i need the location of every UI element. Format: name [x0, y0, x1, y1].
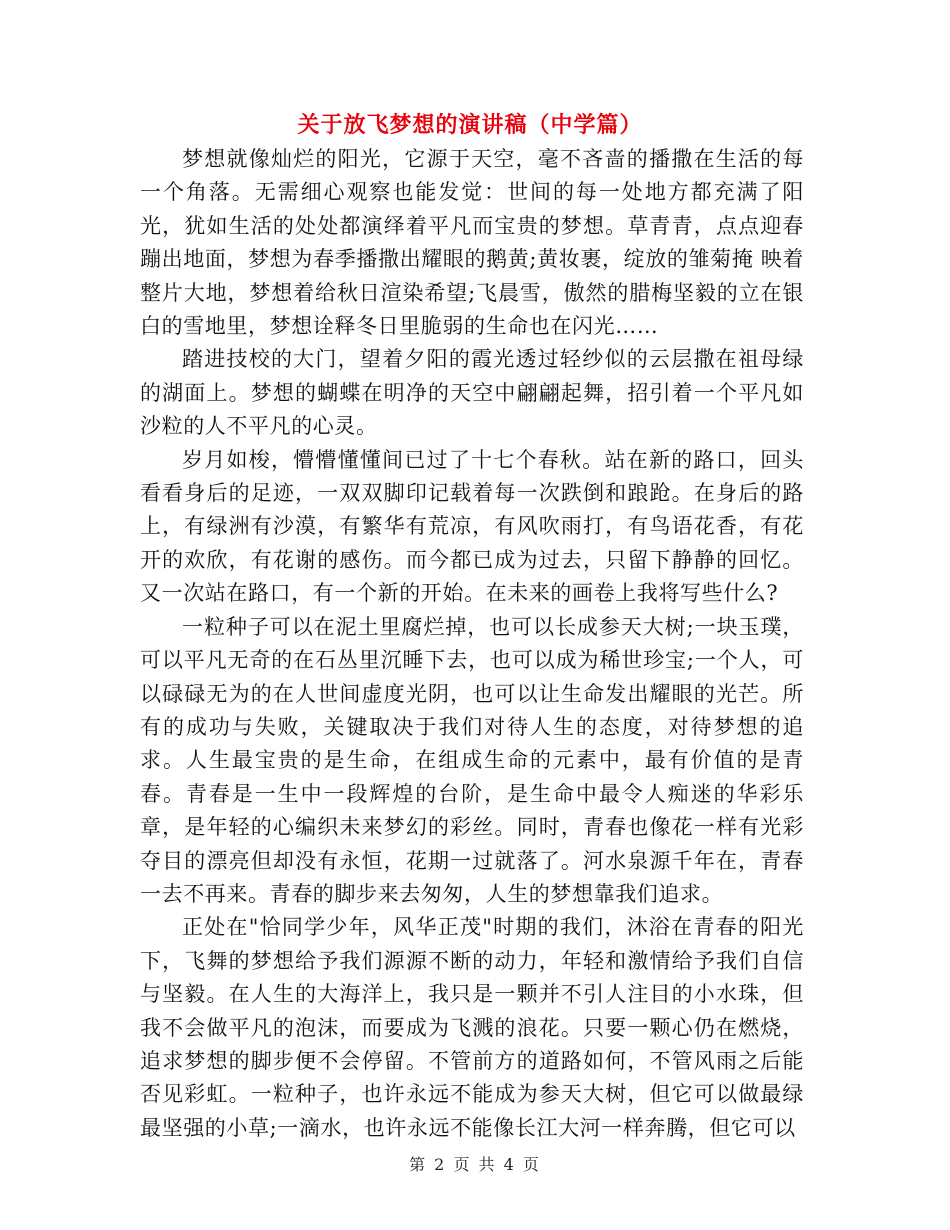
- paragraph-4: 一粒种子可以在泥土里腐烂掉，也可以长成参天大树;一块玉璞，可以平凡无奇的在石丛里沉睡下去，也可以成为稀世珍宝;一个人，可以碌碌无为的在人世间虚度光阴，也可以让生命发出耀眼的光芒。所有的成功与失败，关键取决于我们对待人生的态度，对待梦想的追求。人生最宝贵的是生命，在组成生命的元素中，最有价值的是青春。青春是一生中一段辉煌的台阶，是生命中最令人痴迷的华彩乐章，是年轻的心编织未来梦幻的彩丝。同时，青春也像花一样有光彩夺目的漂亮但却没有永恒，花期一过就落了。河水泉源千年在，青春一去不再来。青春的脚步来去匆匆，人生的梦想靠我们追求。: [140, 614, 804, 906]
- document-title: 关于放飞梦想的演讲稿（中学篇）: [297, 112, 643, 138]
- paragraph-1: 梦想就像灿烂的阳光，它源于天空，毫不吝啬的播撒在生活的每一个角落。无需细心观察也能发觉：世间的每一处地方都充满了阳光，犹如生活的处处都演绎着平凡而宝贵的梦想。草青青，点点迎春蹦出地面，梦想为春季播撒出耀眼的鹅黄;黄妆裹，绽放的雏菊掩 映着整片大地，梦想着给秋日渲染希望;飞晨雪，傲然的腊梅坚毅的立在银白的雪地里，梦想诠释冬日里脆弱的生命也在闪光……: [140, 147, 804, 339]
- paragraph-3: 岁月如梭，懵懵懂懂间已过了十七个春秋。站在新的路口，回头看看身后的足迹，一双双脚印记载着每一次跌倒和踉跄。在身后的路上，有绿洲有沙漠，有繁华有荒凉，有风吹雨打，有鸟语花香，有花开的欢欣，有花谢的感伤。而今都已成为过去，只留下静静的回忆。又一次站在路口，有一个新的开始。在未来的画卷上我将写些什么?: [140, 447, 804, 606]
- paragraph-5: 正处在"恰同学少年，风华正茂"时期的我们，沐浴在青春的阳光下，飞舞的梦想给予我们源源不断的动力，年轻和激情给予我们自信与坚毅。在人生的大海洋上，我只是一颗并不引人注目的小水珠，但我不会做平凡的泡沫，而要成为飞溅的浪花。只要一颗心仍在燃烧，追求梦想的脚步便不会停留。不管前方的道路如何，不管风雨之后能否见彩虹。一粒种子，也许永远不能成为参天大树，但它可以做最绿最坚强的小草;一滴水，也许永远不能像长江大河一样奔腾，但它可以: [140, 915, 804, 1140]
- page-number-footer: 第 2 页 共 4 页: [409, 1155, 541, 1174]
- paragraph-2: 踏进技校的大门，望着夕阳的霞光透过轻纱似的云层撒在祖母绿的湖面上。梦想的蝴蝶在明净的天空中翩翩起舞，招引着一个平凡如沙粒的人不平凡的心灵。: [140, 347, 804, 439]
- document-body: [140, 143, 804, 1145]
